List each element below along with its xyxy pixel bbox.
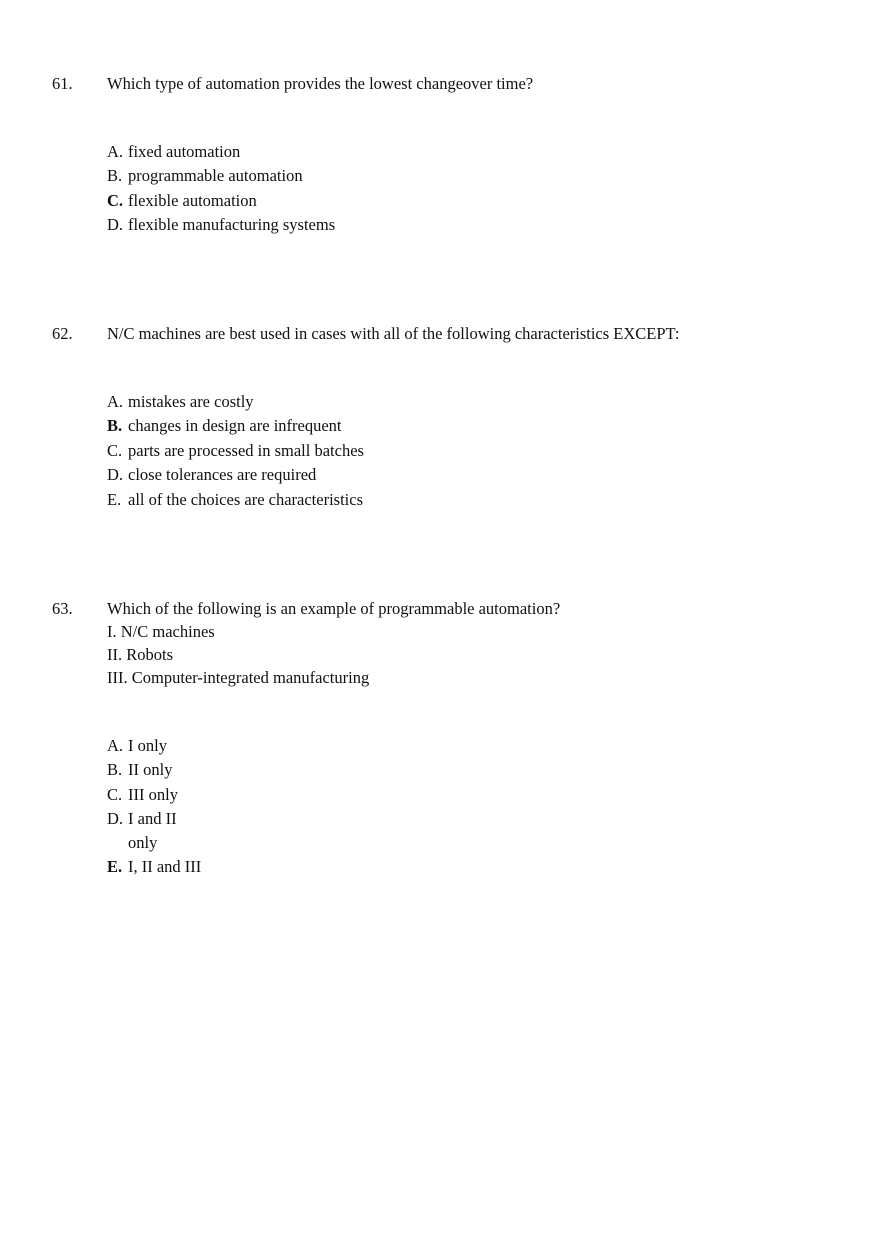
roman-option-2: II. Robots [107,645,173,664]
choice-text: II only [128,760,173,780]
choice-text: I and II only [128,809,177,853]
question-number: 61. [52,74,73,93]
question-number: 63. [52,599,73,618]
choice-letter: C. [107,440,123,460]
choice-text: parts are processed in small batches [128,440,364,460]
choice-letter: B. [107,166,123,186]
choice-text: I, II and III [128,857,202,877]
answer-choices [107,142,335,240]
answer-choice-b[interactable] [107,760,201,784]
answer-choice-d[interactable] [107,809,201,857]
choice-text: fixed automation [128,142,241,161]
choice-letter: A. [107,736,124,755]
answer-choices [107,736,201,882]
choice-letter: E. [107,489,122,509]
question-stem [107,324,679,347]
answer-choices [107,392,364,514]
answer-choice-a[interactable] [107,736,201,760]
choice-text: flexible manufacturing systems [128,215,336,235]
question-stem-line: N/C machines are best used in cases with all of the following characteristics EXCEPT: [107,324,680,343]
question-stem-line: Which of the following is an example of programmable automation? [107,599,561,618]
answer-choice-e[interactable] [107,857,201,881]
choice-letter: C. [107,784,123,804]
answer-choice-a[interactable] [107,392,364,416]
answer-choice-d[interactable] [107,465,364,489]
choice-letter: A. [107,392,124,411]
question-stem [107,599,560,691]
choice-letter: D. [107,465,124,485]
correct-choice-letter: B. [107,416,123,436]
choice-text: changes in design are infrequent [128,416,342,436]
roman-option-3: III. Computer-integrated manufacturing [107,668,370,687]
correct-choice-letter: E. [107,857,123,877]
choice-text: programmable automation [128,166,303,186]
choice-letter: D. [107,809,124,829]
answer-choice-c[interactable] [107,191,335,215]
choice-text: III only [128,784,178,804]
answer-choice-c[interactable] [107,785,201,809]
choice-text: I only [128,736,167,755]
roman-option-1: I. N/C machines [107,622,215,641]
question-stem-line: Which type of automation provides the lowest changeover time? [107,74,534,93]
correct-choice-letter: C. [107,190,124,210]
answer-choice-a[interactable] [107,142,335,166]
choice-letter: A. [107,142,124,161]
question-number: 62. [52,324,73,343]
answer-choice-c[interactable] [107,441,364,465]
choice-letter: D. [107,215,124,235]
answer-choice-d[interactable] [107,215,335,239]
question-stem [107,74,533,97]
choice-text: close tolerances are required [128,465,317,485]
choice-text: mistakes are costly [128,392,254,411]
choice-text: flexible automation [128,190,257,210]
answer-choice-b[interactable] [107,416,364,440]
answer-choice-b[interactable] [107,166,335,190]
choice-letter: B. [107,760,123,780]
answer-choice-e[interactable] [107,490,364,514]
choice-text: all of the choices are characteristics [128,489,363,509]
